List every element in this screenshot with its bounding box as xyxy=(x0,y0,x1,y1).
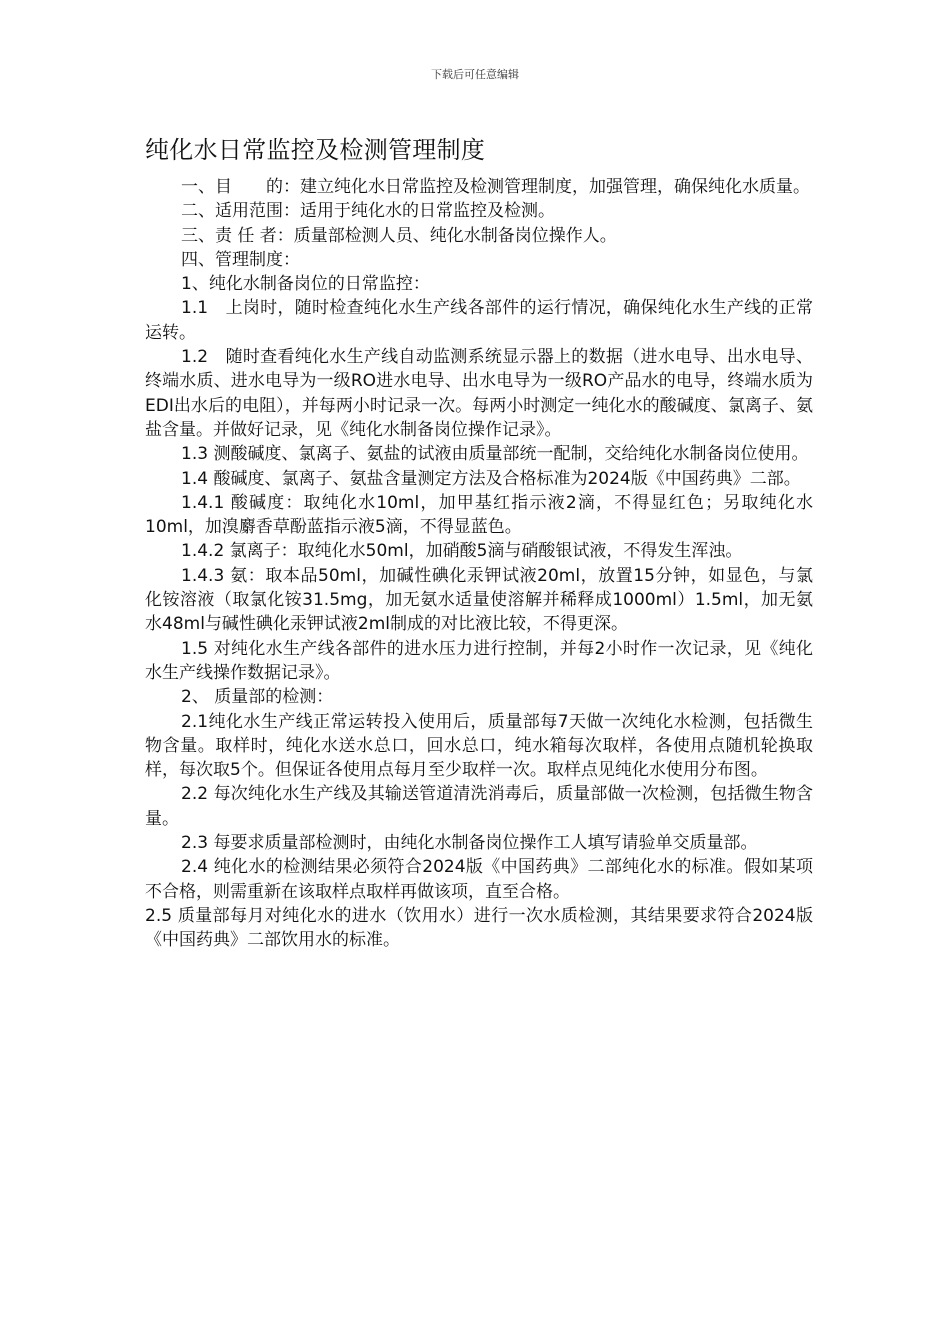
paragraph-1-4: 1.4 酸碱度、氯离子、氨盐含量测定方法及合格标准为2024版《中国药典》二部。 xyxy=(181,468,801,489)
paragraph-1-4-2: 1.4.2 氯离子：取纯化水50ml，加硝酸5滴与硝酸银试液，不得发生浑浊。 xyxy=(181,541,743,562)
paragraph-1-2: 1.2 随时查看纯化水生产线自动监测系统显示器上的数据（进水电导、出水电导、终端水质、进水电导为一级RO进水电导、出水电导为一级RO产品水的电导，终端水质为EDI出水后的电阻），并每两小时记录一次。每两小时测定一纯化水的酸碱度、氯离子、氨盐含量。并做好记录，见《纯化水制备岗位操作记录》。 xyxy=(145,347,813,440)
paragraph-2-1: 2.1纯化水生产线正常运转投入使用后，质量部每7天做一次纯化水检测，包括微生物含量。取样时，纯化水送水总口，回水总口，纯水箱每次取样，各使用点随机轮换取样，每次取5个。但保证各使用点每月至少取样一次。取样点见纯化水使用分布图。 xyxy=(145,711,813,781)
paragraph-1-5: 1.5 对纯化水生产线各部件的进水压力进行控制，并每2小时作一次记录，见《纯化水生产线操作数据记录》。 xyxy=(145,638,813,683)
page-header-note: 下载后可任意编辑 xyxy=(431,68,519,81)
paragraph-scope: 二、适用范围：适用于纯化水的日常监控及检测。 xyxy=(181,201,555,222)
document-body xyxy=(145,134,813,953)
paragraph-2-2: 2.2 每次纯化水生产线及其输送管道清洗消毒后，质量部做一次检测，包括微生物含量。 xyxy=(145,784,813,829)
paragraph-1-4-1: 1.4.1 酸碱度：取纯化水10ml，加甲基红指示液2滴，不得显红色；另取纯化水10ml，加溴麝香草酚蓝指示液5滴，不得显蓝色。 xyxy=(145,492,813,538)
paragraph-section-1-heading: 1、纯化水制备岗位的日常监控： xyxy=(181,274,430,295)
paragraph-2-3: 2.3 每要求质量部检测时，由纯化水制备岗位操作工人填写请验单交质量部。 xyxy=(181,833,758,854)
paragraph-section-2-heading: 2、 质量部的检测： xyxy=(181,687,334,708)
document-title: 纯化水日常监控及检测管理制度 xyxy=(145,136,486,164)
paragraph-1-3: 1.3 测酸碱度、氯离子、氨盐的试液由质量部统一配制，交给纯化水制备岗位使用。 xyxy=(181,444,809,465)
paragraph-rules-heading: 四、管理制度： xyxy=(181,249,300,270)
paragraph-1-4-3: 1.4.3 氨：取本品50ml，加碱性碘化汞钾试液20ml，放置15分钟，如显色，与氯化铵溶液（取氯化铵31.5mg，加无氨水适量使溶解并稀释成1000ml）1.5ml，加无氨水48ml与碱性碘化汞钾试液2ml制成的对比液比较，不得更深。 xyxy=(145,565,813,635)
paragraph-purpose: 一、目 的：建立纯化水日常监控及检测管理制度，加强管理，确保纯化水质量。 xyxy=(181,177,810,197)
paragraph-2-4: 2.4 纯化水的检测结果必须符合2024版《中国药典》二部纯化水的标准。假如某项不合格，则需重新在该取样点取样再做该项，直至合格。 xyxy=(145,857,813,902)
paragraph-responsible: 三、责 任 者：质量部检测人员、纯化水制备岗位操作人。 xyxy=(181,225,617,246)
paragraph-2-5: 2.5 质量部每月对纯化水的进水（饮用水）进行一次水质检测，其结果要求符合2024版《中国药典》二部饮用水的标准。 xyxy=(145,905,813,951)
paragraph-1-1: 1.1 上岗时，随时检查纯化水生产线各部件的运行情况，确保纯化水生产线的正常运转。 xyxy=(145,298,813,343)
